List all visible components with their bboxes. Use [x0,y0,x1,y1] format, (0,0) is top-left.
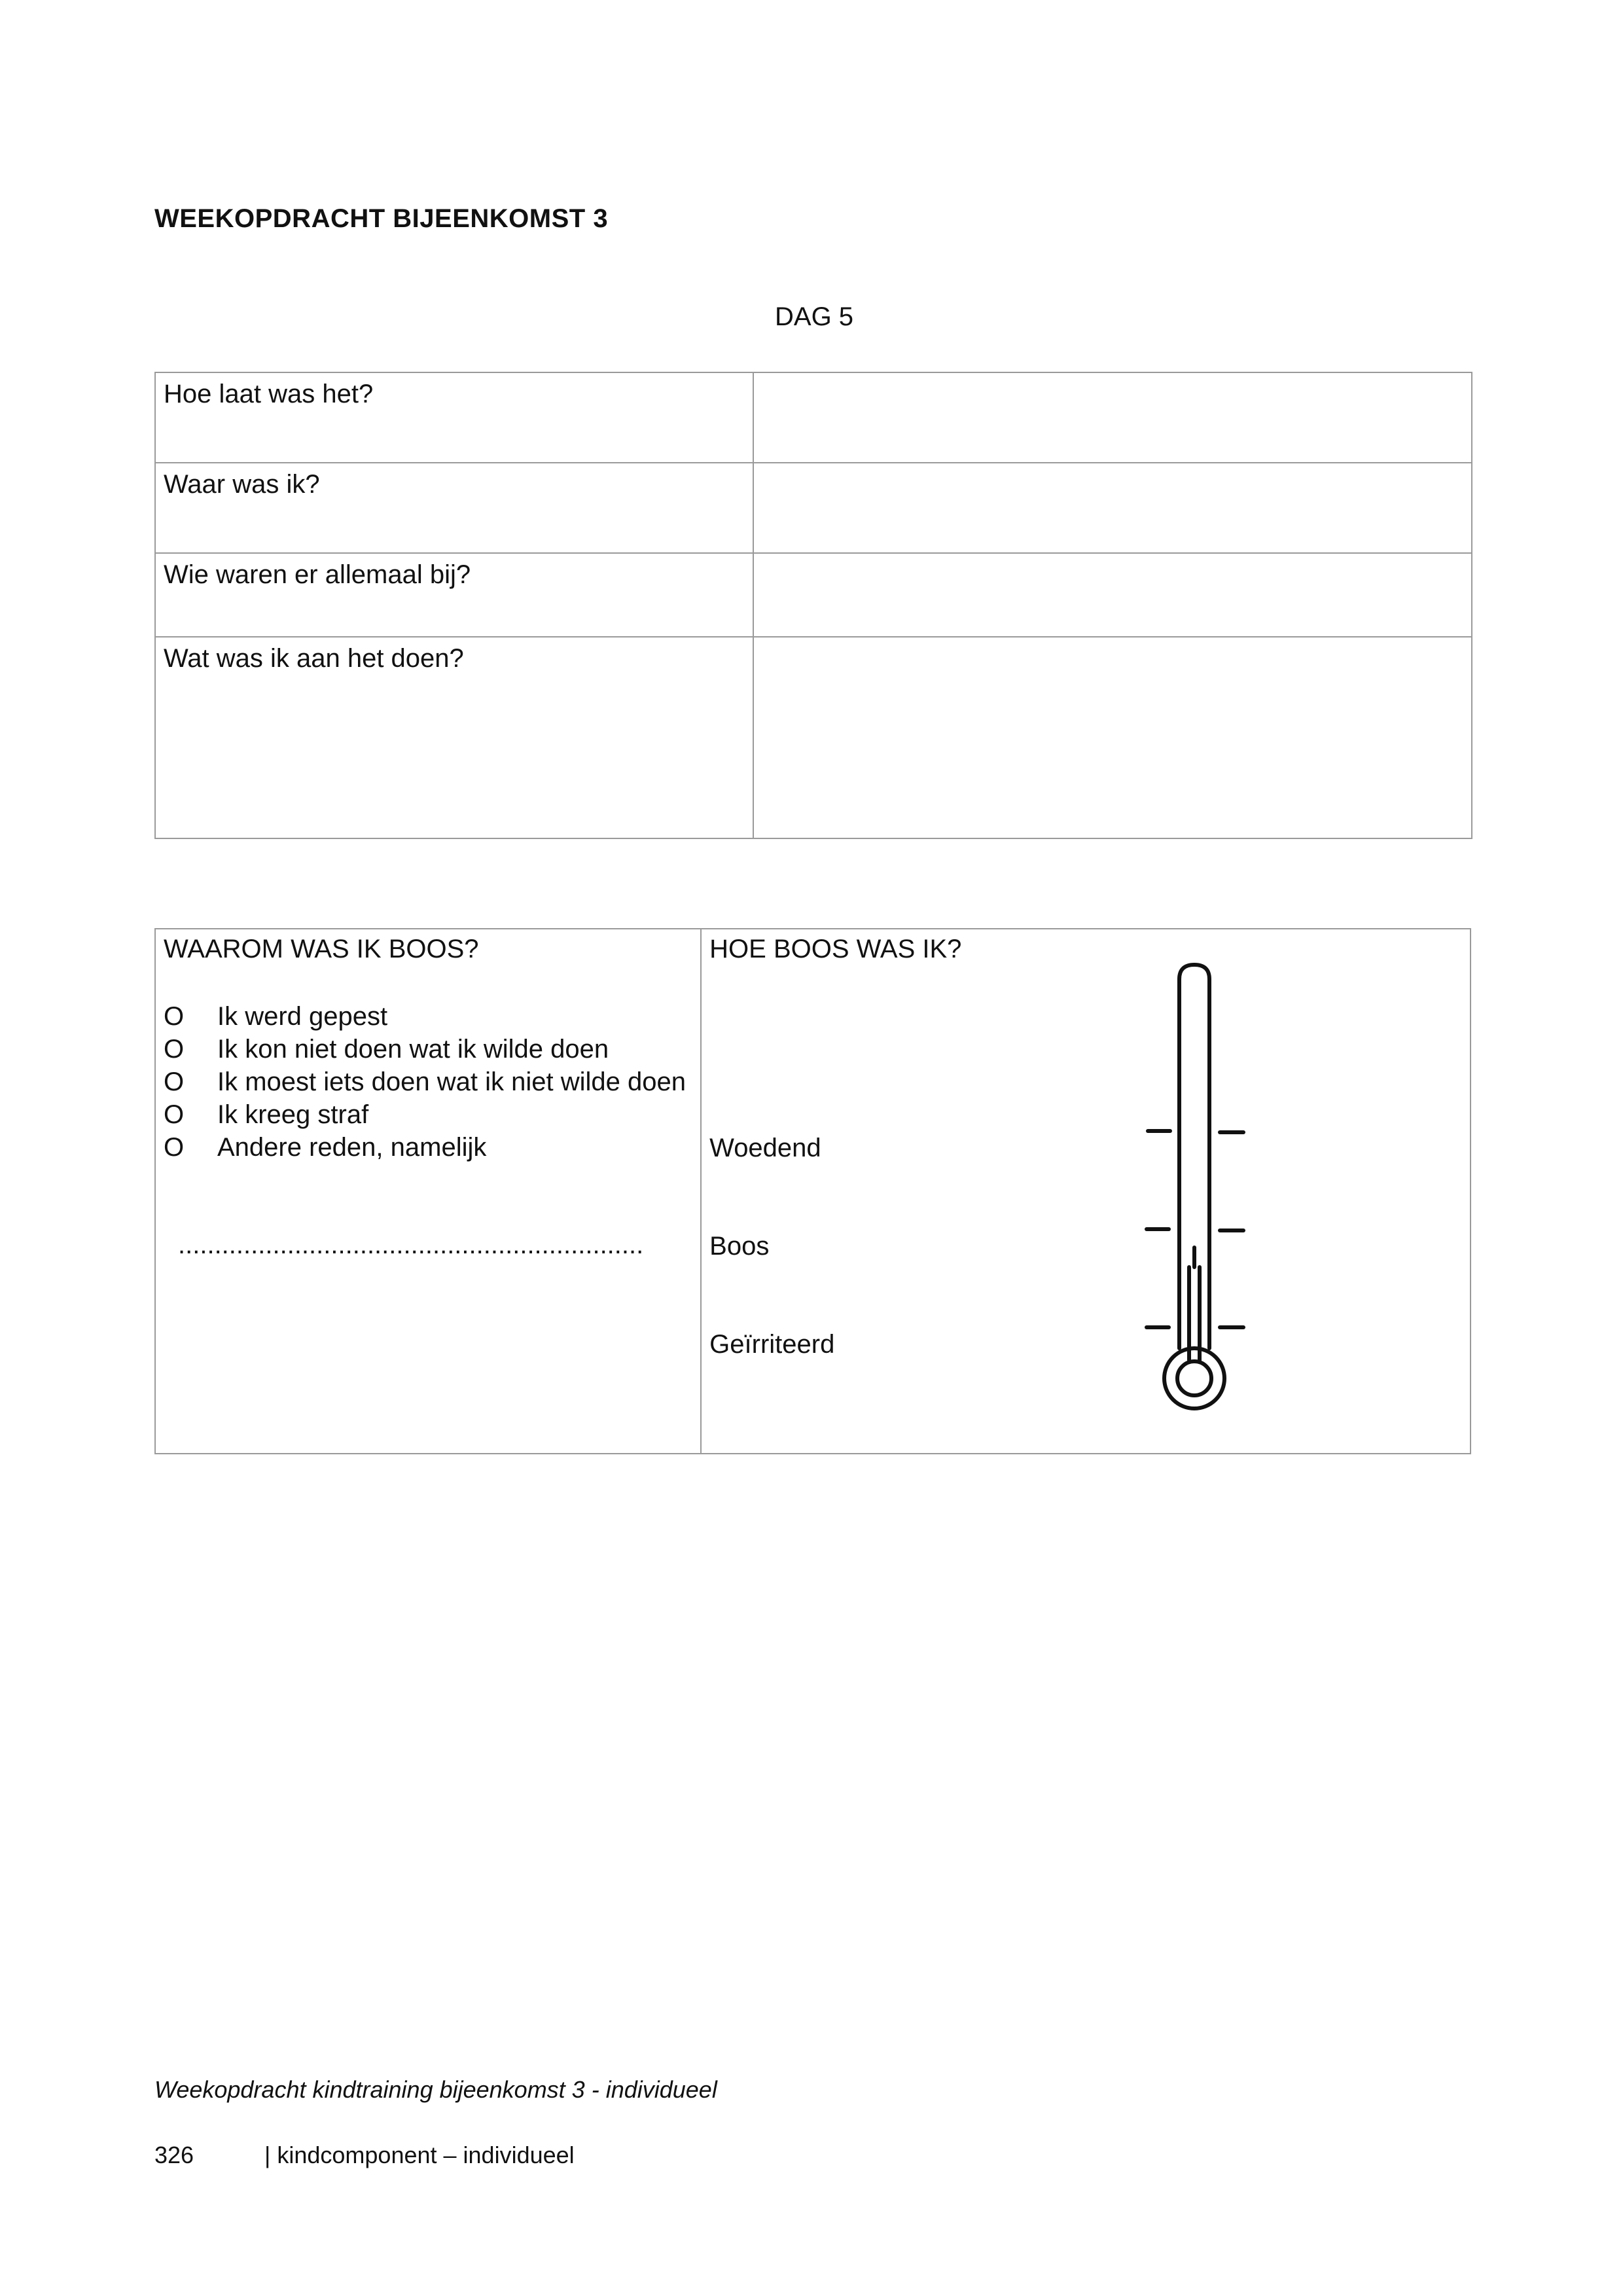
reason-label: Ik werd gepest [217,1002,388,1031]
day-label: DAG 5 [775,302,854,331]
answer-place-field[interactable] [753,463,1472,553]
reason-option[interactable] [164,1098,687,1131]
level-boos-label: Boos [709,1232,770,1261]
question-people-label: Wie waren er allemaal bij? [155,553,753,637]
reason-label: Andere reden, namelijk [217,1133,487,1162]
page-title: WEEKOPDRACHT BIJEENKOMST 3 [154,204,609,233]
table-row [155,553,1472,637]
reason-option[interactable] [164,1000,687,1033]
question-activity-label: Wat was ik aan het doen? [155,637,753,838]
answer-time-field[interactable] [753,372,1472,463]
info-table [154,372,1472,839]
reason-list [164,1000,687,1164]
checkbox-circle[interactable]: O [164,1035,185,1064]
reason-label: Ik kreeg straf [217,1100,369,1129]
reason-option[interactable] [164,1131,687,1164]
reason-label: Ik kon niet doen wat ik wilde doen [217,1035,609,1064]
table-row [155,929,1471,1454]
other-reason-blank-line[interactable]: ................................................................ [178,1230,644,1259]
level-woedend-label: Woedend [709,1134,821,1162]
why-angry-heading: WAAROM WAS IK BOOS? [164,935,479,963]
how-angry-heading: HOE BOOS WAS IK? [709,935,962,963]
checkbox-circle[interactable]: O [164,1133,185,1162]
answer-people-field[interactable] [753,553,1472,637]
checkbox-circle[interactable]: O [164,1002,185,1031]
how-angry-cell [701,929,1471,1454]
footer-caption: Weekopdracht kindtraining bijeenkomst 3 - individueel [154,2076,717,2103]
table-row [155,372,1472,463]
reason-label: Ik moest iets doen wat ik niet wilde doen [217,1067,686,1096]
question-time-label: Hoe laat was het? [155,372,753,463]
table-row [155,463,1472,553]
page-number: 326 [154,2142,194,2168]
footer-section-label: | kindcomponent – individueel [264,2142,575,2168]
question-place-label: Waar was ik? [155,463,753,553]
thermometer-icon [1082,960,1305,1444]
checkbox-circle[interactable]: O [164,1067,185,1096]
checkbox-circle[interactable]: O [164,1100,185,1129]
answer-activity-field[interactable] [753,637,1472,838]
reason-option[interactable] [164,1066,687,1098]
anger-table [154,928,1471,1454]
reason-option[interactable] [164,1033,687,1066]
why-angry-cell [155,929,701,1454]
table-row [155,637,1472,838]
level-geirriteerd-label: Geïrriteerd [709,1330,835,1359]
